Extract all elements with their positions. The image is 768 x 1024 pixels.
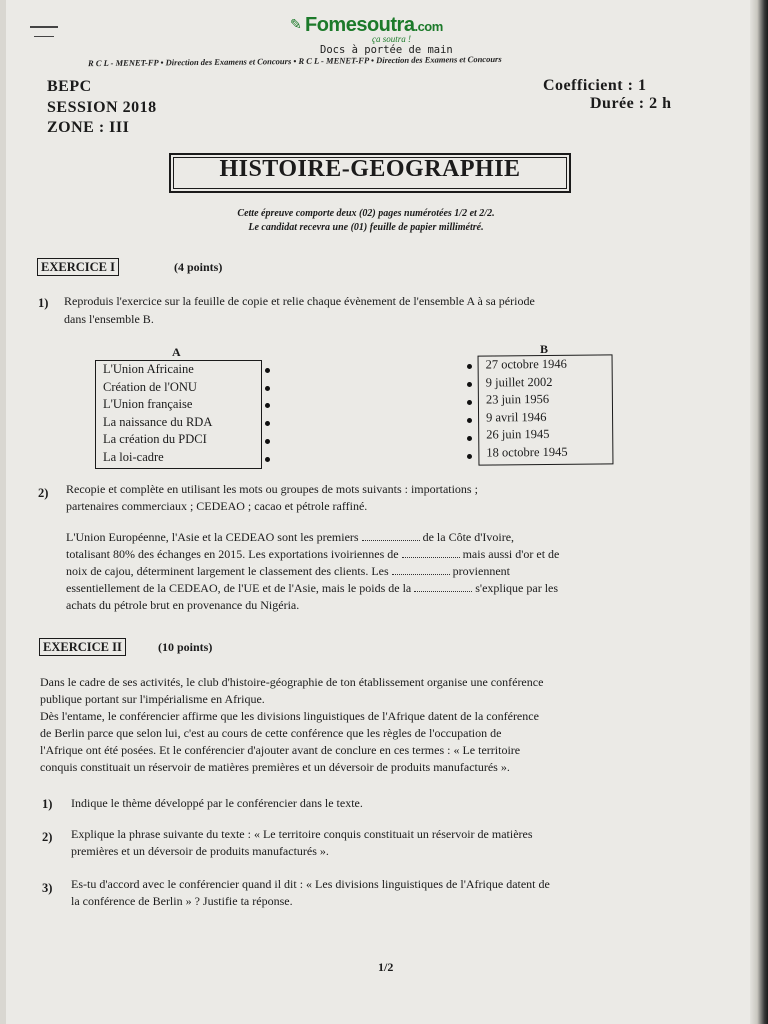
set-a-item: L'Union française: [103, 397, 193, 412]
bullet-dot: [467, 454, 472, 459]
exercise-2-label: EXERCICE II: [39, 638, 126, 656]
set-b-title: B: [540, 342, 549, 356]
exam-coefficient: Coefficient : 1: [543, 77, 647, 94]
exercise-2-intro-line: Dans le cadre de ses activités, le club d'histoire-géographie de ton établissement organise une conférence: [40, 675, 544, 689]
exam-duration: Durée : 2 h: [590, 95, 672, 112]
fill-paragraph-line: essentiellement de la CEDEAO, de l'UE et de l'Asie, mais le poids de la s'explique par les: [66, 581, 559, 595]
exercise-2-intro-line: publique portant sur l'impérialisme en Afrique.: [40, 692, 265, 706]
ministry-banner: R C L - MENET-FP • Direction des Examens et Concours • R C L - MENET-FP • Direction des Examens et Concours: [87, 53, 502, 69]
bullet-dot: [467, 436, 472, 441]
set-b-list: [478, 354, 614, 465]
question-text: dans l'ensemble B.: [64, 312, 154, 326]
pen-mark: [34, 36, 54, 37]
question-text: partenaires commerciaux ; CEDEAO ; cacao et pétrole raffiné.: [66, 499, 368, 513]
exam-zone: ZONE : III: [47, 119, 130, 136]
blank-line: [392, 564, 450, 575]
page-title: HISTOIRE-GEOGRAPHIE: [219, 156, 521, 182]
set-b-item: 27 octobre 1946: [485, 356, 567, 372]
exercise-2-intro-line: Dès l'entame, le conférencier affirme que les divisions linguistiques de l'Afrique datent de la conférence: [40, 709, 539, 723]
set-b-item: 18 octobre 1945: [486, 444, 568, 460]
set-a-item: La naissance du RDA: [103, 414, 213, 429]
question-number: 1): [38, 296, 49, 310]
question-number: 2): [42, 830, 53, 844]
exercise-1-label: EXERCICE I: [37, 258, 119, 276]
blank-line: [402, 547, 460, 558]
exam-session: SESSION 2018: [47, 99, 157, 116]
pen-mark: [30, 26, 58, 28]
set-b-item: 26 juin 1945: [486, 427, 550, 442]
exercise-2-points: (10 points): [158, 640, 213, 654]
blank-line: [362, 530, 420, 541]
bullet-dot: [265, 368, 270, 373]
set-a-list: [95, 360, 262, 469]
question-number: 3): [42, 881, 53, 895]
set-a-item: La loi-cadre: [103, 449, 164, 464]
question-number: 2): [38, 486, 49, 500]
logo-text: Fomesoutra: [305, 14, 415, 36]
bullet-dot: [467, 418, 472, 423]
page-number: 1/2: [378, 960, 394, 974]
set-a-title: A: [172, 345, 181, 359]
bullet-dot: [265, 403, 270, 408]
exercise-2-intro-line: de Berlin parce que selon lui, c'est au cours de cette conférence que les règles de l'occupation de: [40, 726, 502, 740]
fill-paragraph-line: L'Union Européenne, l'Asie et la CEDEAO sont les premiers de la Côte d'Ivoire,: [66, 530, 515, 544]
blank-line: [414, 581, 472, 592]
set-b-item: 9 juillet 2002: [485, 374, 553, 390]
site-tagline: ça soutra !: [372, 34, 411, 44]
site-slogan: Docs à portée de main: [320, 44, 453, 56]
page-edge-right: [750, 0, 768, 1024]
bullet-dot: [265, 386, 270, 391]
question-text: Explique la phrase suivante du texte : « Le territoire conquis constituait un réservoir de matières: [71, 827, 533, 841]
question-text: Es-tu d'accord avec le conférencier quand il dit : « Les divisions linguistiques de l'Afrique datent de: [71, 877, 550, 891]
bullet-dot: [467, 364, 472, 369]
logo-icon: ✎: [290, 18, 302, 33]
exam-note: Le candidat recevra une (01) feuille de papier millimétré.: [248, 222, 484, 233]
question-text: premières et un déversoir de produits manufacturés ».: [71, 844, 329, 858]
set-b-item: 23 juin 1956: [485, 392, 550, 407]
fill-paragraph-line: totalisant 80% des échanges en 2015. Les exportations ivoiriennes de mais aussi d'or et de: [66, 547, 560, 561]
bullet-dot: [467, 400, 472, 405]
set-b-item: 9 avril 1946: [486, 409, 547, 425]
exercise-1-points: (4 points): [174, 260, 223, 274]
fill-paragraph-line: noix de cajou, déterminent largement le classement des clients. Les proviennent: [66, 564, 510, 578]
set-a-item: Création de l'ONU: [103, 379, 197, 394]
logo-domain: .com: [414, 19, 443, 34]
fill-paragraph-line: achats du pétrole brut en provenance du Nigéria.: [66, 598, 300, 612]
exam-name: BEPC: [47, 78, 92, 95]
question-text: Recopie et complète en utilisant les mots ou groupes de mots suivants : importations ;: [66, 482, 478, 496]
page-edge-left: [0, 0, 6, 1024]
question-text: Indique le thème développé par le conférencier dans le texte.: [71, 796, 363, 810]
question-number: 1): [42, 797, 53, 811]
set-a-item: L'Union Africaine: [103, 362, 194, 376]
question-text: la conférence de Berlin » ? Justifie ta réponse.: [71, 894, 293, 908]
exercise-2-intro-line: conquis constituait un réservoir de matières premières et un déversoir de produits manufacturés ».: [40, 760, 510, 774]
exercise-2-intro-line: l'Afrique ont été posées. Et le conférencier d'ajouter avant de conclure en ces termes : « Le territoire: [40, 743, 521, 757]
set-a-item: La création du PDCI: [103, 432, 207, 447]
bullet-dot: [265, 457, 270, 462]
bullet-dot: [467, 382, 472, 387]
bullet-dot: [265, 439, 270, 444]
bullet-dot: [265, 421, 270, 426]
exam-note: Cette épreuve comporte deux (02) pages numérotées 1/2 et 2/2.: [237, 208, 495, 219]
question-text: Reproduis l'exercice sur la feuille de copie et relie chaque évènement de l'ensemble A à sa période: [64, 294, 535, 308]
